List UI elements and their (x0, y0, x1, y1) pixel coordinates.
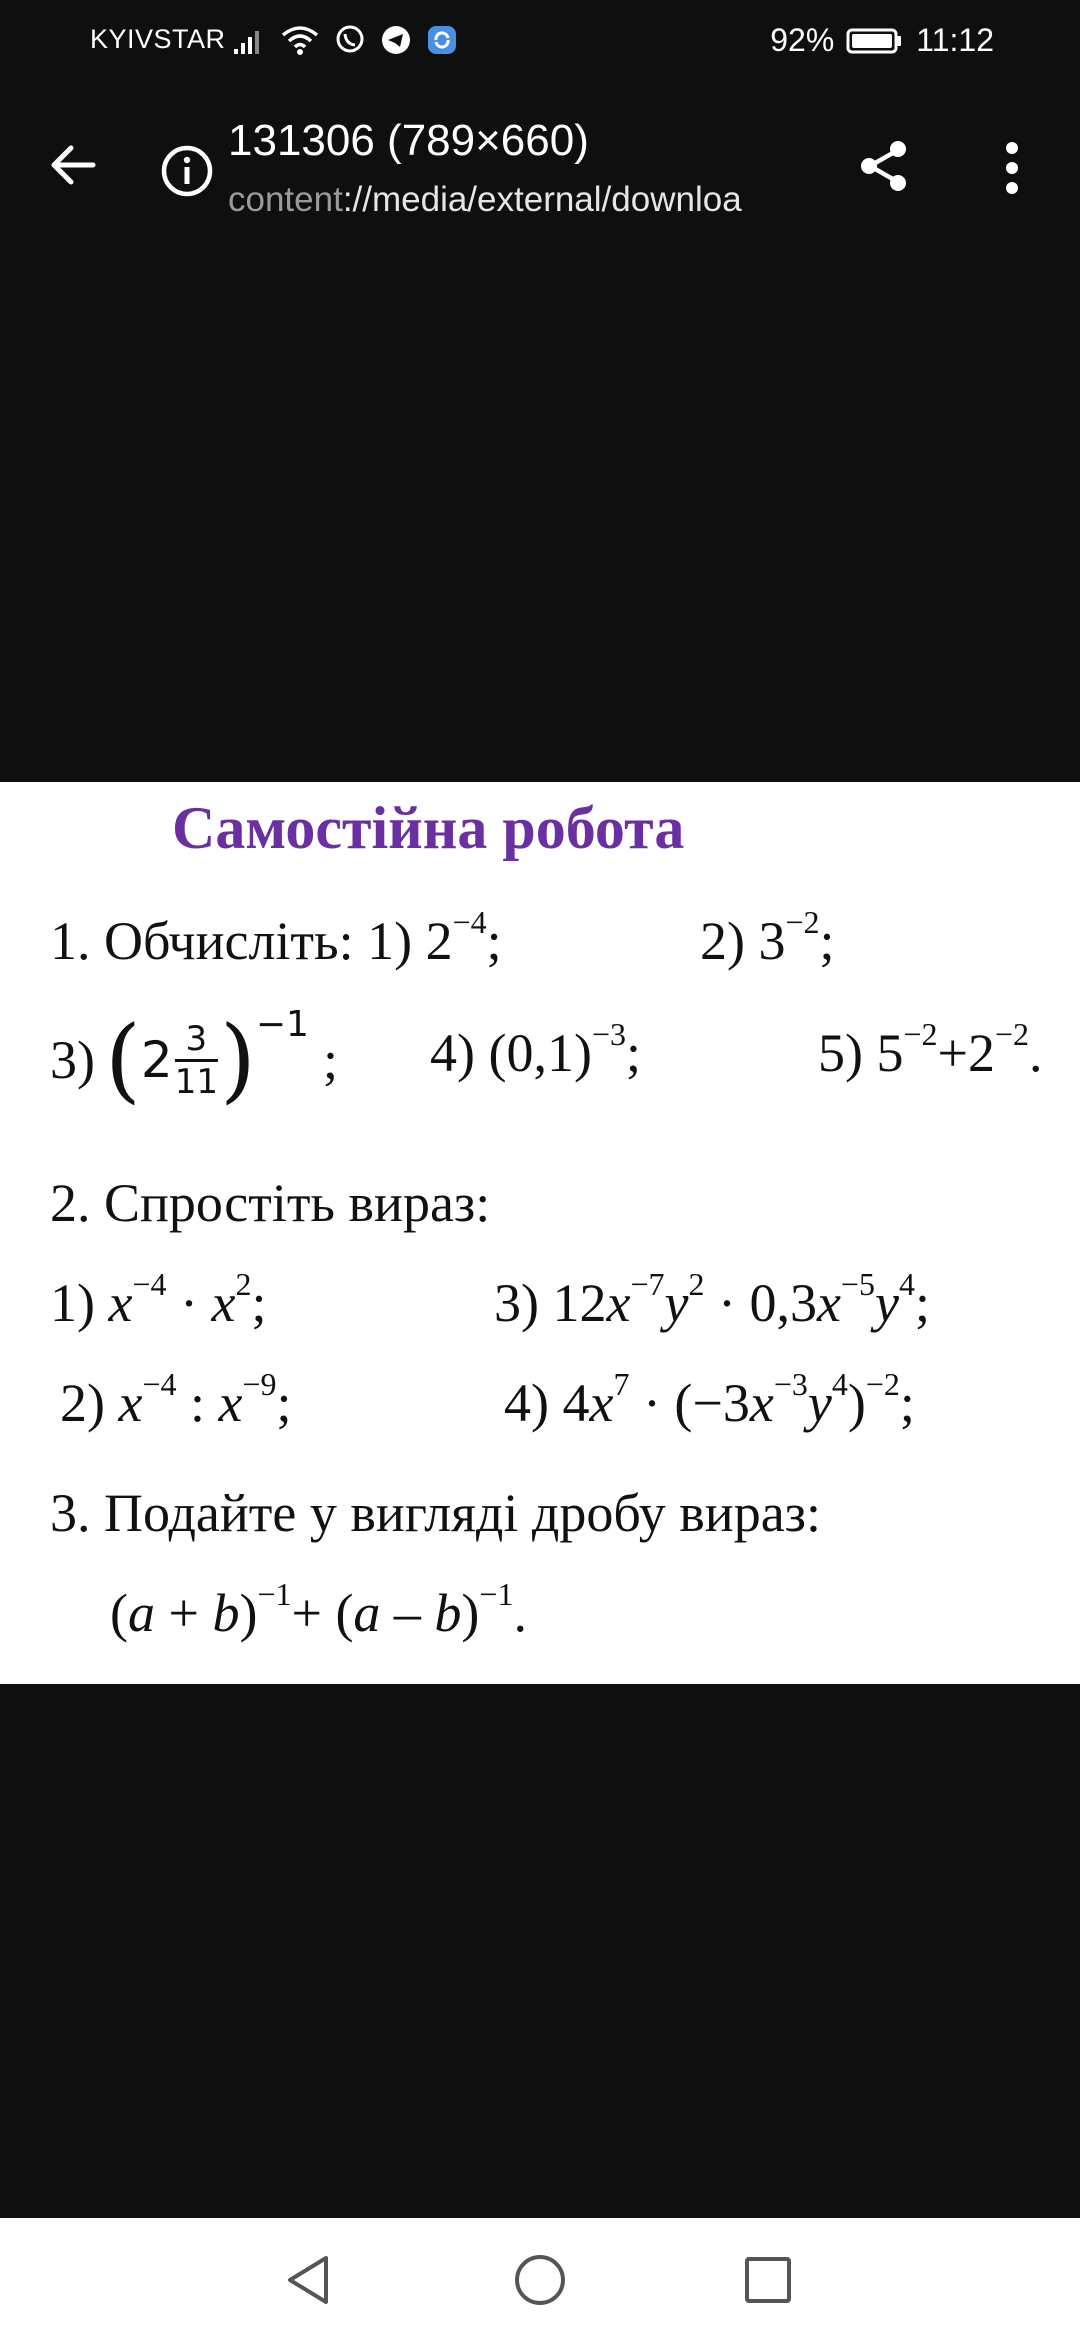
wifi-icon (280, 24, 320, 56)
task3-label: 3. Подайте у вигляді дробу вираз: (50, 1483, 822, 1543)
task2-item3: 3) $12x^{-7}y^2 \cdot 0,3x^{-5}y^4$; (494, 1266, 930, 1333)
nav-back-button[interactable] (276, 2248, 340, 2312)
task2-label: 2. Спростіть вираз: (50, 1173, 491, 1233)
task1-item3: 3) ( 2 $\frac{3}{11}$ ) −1 ; (50, 1003, 338, 1113)
uri-scheme: content (228, 180, 343, 219)
battery-percent: 92% (770, 22, 835, 58)
share-icon (854, 136, 914, 196)
task1-line1 (50, 904, 502, 972)
status-icons (232, 20, 458, 60)
more-vert-icon (1002, 140, 1022, 196)
viber-icon (334, 24, 366, 56)
battery-icon (846, 27, 904, 55)
task1-label: 1. Обчисліть: (50, 911, 354, 971)
nav-back-icon (282, 2252, 334, 2308)
task3-expression: $(a + b)^{-1}+ (a - b)^{-1}$. (110, 1576, 527, 1643)
top-app-bar (0, 84, 1080, 244)
task1-item5: 5) $5^{-2}+2^{-2}$. (818, 1016, 1043, 1083)
system-nav-bar (0, 2218, 1080, 2340)
status-bar (0, 0, 1080, 84)
task1-item4: 4) $(0,1)^{-3}$; (430, 1016, 642, 1083)
task2-item1: 1) $x^{-4} \cdot x^2$; (50, 1266, 267, 1333)
nav-recents-button[interactable] (736, 2248, 800, 2312)
back-button[interactable] (38, 130, 108, 200)
carrier-label: KYIVSTAR (90, 24, 226, 54)
worksheet-title: Самостійна робота (172, 795, 685, 861)
share-button[interactable] (846, 128, 922, 204)
sync-app-icon (426, 24, 458, 56)
image-uri (228, 180, 788, 220)
image-title: 131306 (789×660) (228, 116, 589, 165)
task2-item2: 2) $x^{-4}$ : $x^{-9}$; (60, 1366, 292, 1433)
fraction-3-11: $\frac{3}{11}$ (174, 1018, 218, 1102)
nav-recents-icon (742, 2254, 794, 2306)
signal-icon (232, 25, 266, 55)
task1-item2: 2) $3^{-2}$; (700, 904, 835, 971)
image-view[interactable] (0, 782, 1080, 1684)
nav-home-icon (512, 2252, 568, 2308)
nav-home-button[interactable] (508, 2248, 572, 2312)
back-arrow-icon (47, 139, 99, 191)
more-options-button[interactable] (982, 130, 1042, 206)
status-right (770, 22, 994, 59)
info-button[interactable] (152, 136, 222, 206)
info-icon (160, 144, 214, 198)
clock: 11:12 (916, 22, 994, 58)
task1-item1: 1) $2^{-4}$; (367, 904, 502, 971)
uri-path: ://media/external/downloa (342, 180, 742, 219)
telegram-icon (380, 24, 412, 56)
task2-item4: 4) $4x^7 \cdot (-3x^{-3}y^4)^{-2}$; (504, 1366, 915, 1433)
